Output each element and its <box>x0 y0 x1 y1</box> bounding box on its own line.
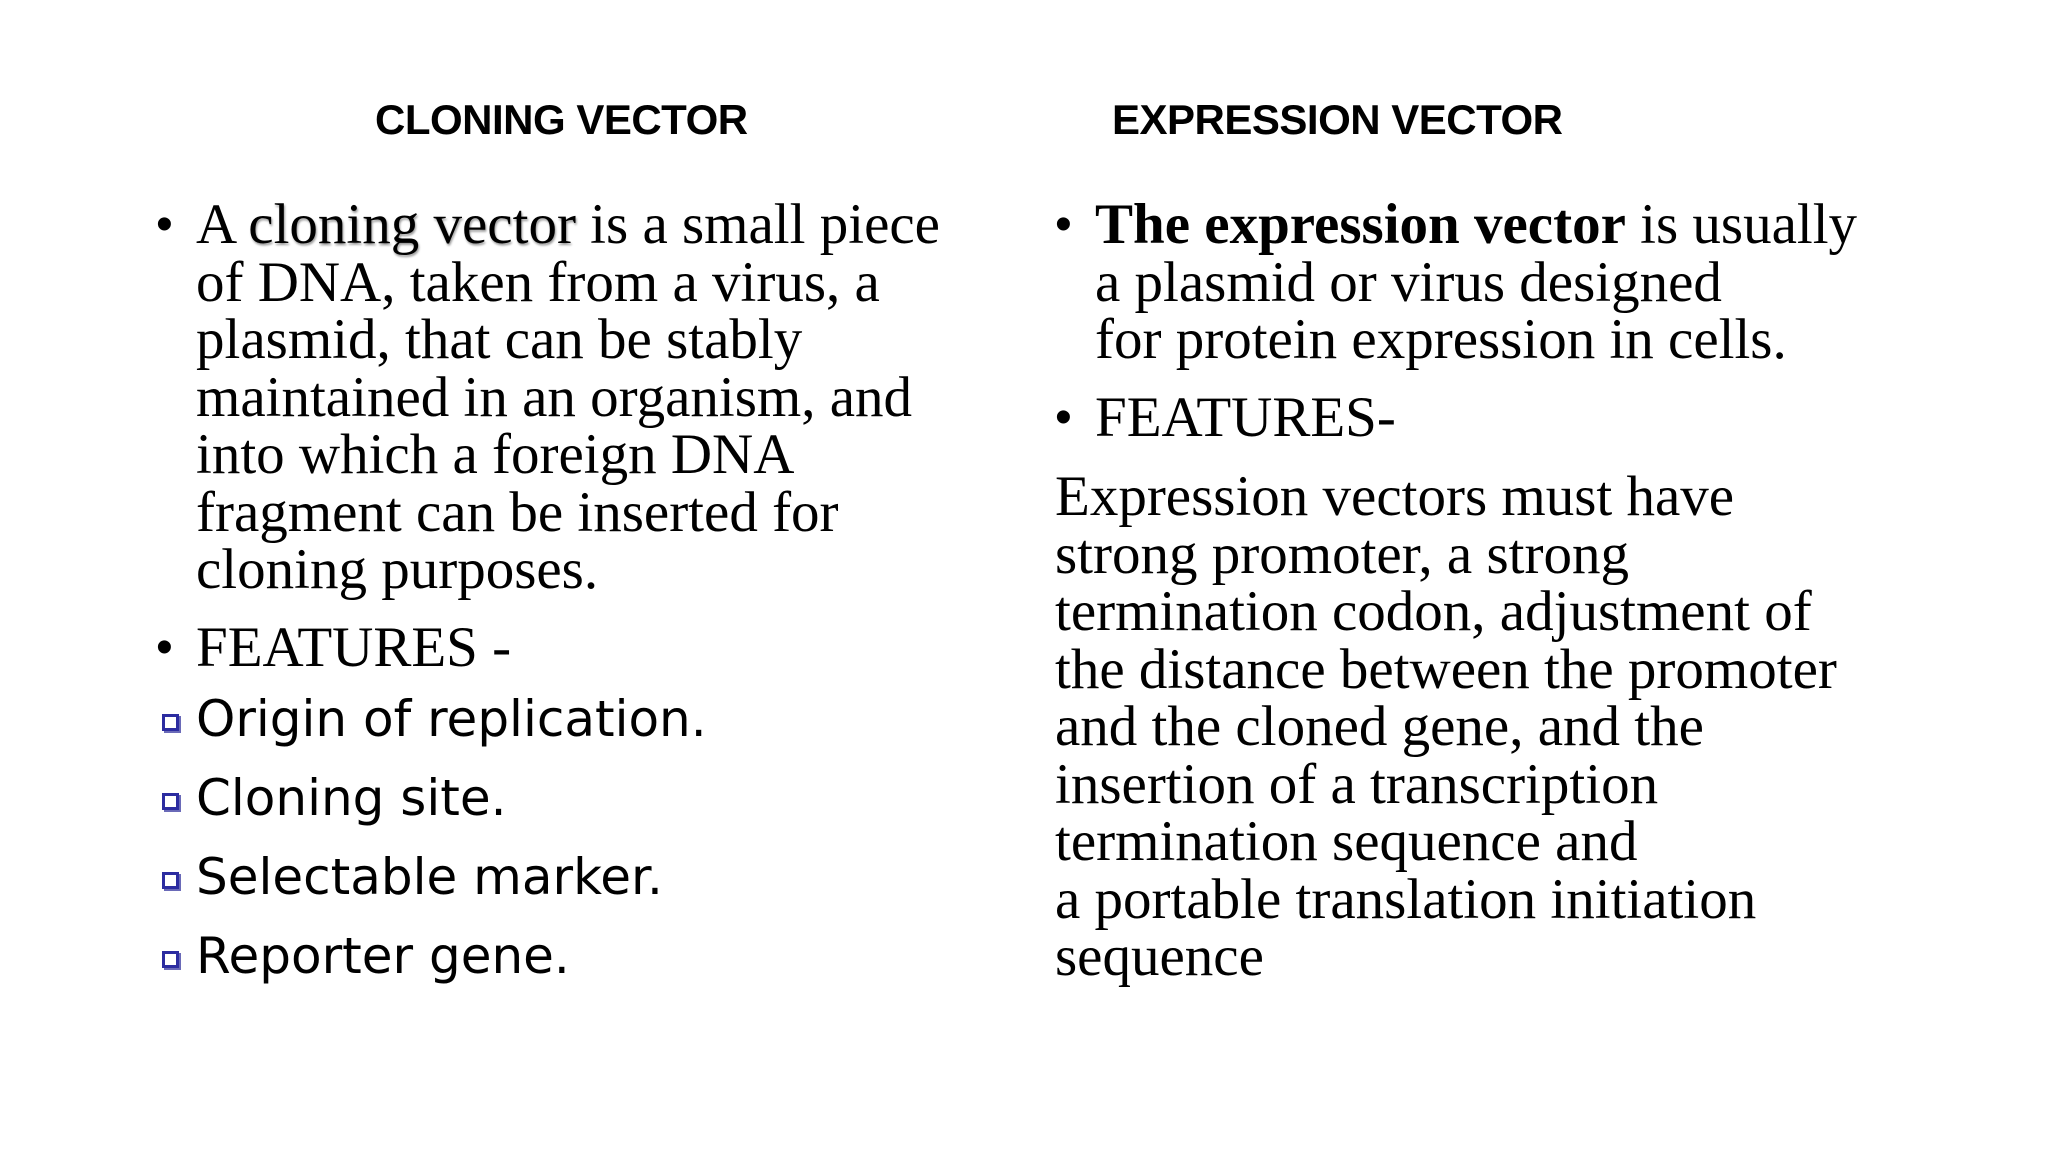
bullet-icon: • <box>1055 198 1072 251</box>
cloning-definition-bullet <box>156 193 1006 601</box>
expression-paragraph-line: the distance between the promoter <box>1055 637 1837 701</box>
expression-definition-bullet <box>1055 193 1955 371</box>
bullet-icon: • <box>156 620 173 674</box>
expression-features-label: FEATURES- <box>1095 385 1396 449</box>
expression-vector-column <box>1055 193 1955 988</box>
checkbox-square-icon <box>162 793 179 810</box>
expression-definition-line-3: for protein expression in cells. <box>1095 308 1787 371</box>
cloning-definition-line-6: fragment can be inserted for <box>196 480 839 544</box>
list-item <box>156 917 1006 996</box>
cloning-definition-line-3: plasmid, that can be stably <box>196 308 803 371</box>
expression-paragraph-line: Expression vectors must have <box>1055 465 1735 528</box>
feature-label: Cloning site. <box>196 769 507 827</box>
expression-paragraph-line: termination sequence and <box>1055 810 1638 873</box>
definition-text: is usually <box>1625 193 1858 256</box>
list-item <box>156 759 1006 838</box>
cloning-definition-line-7: cloning purposes. <box>196 538 599 601</box>
list-item <box>156 680 1006 759</box>
expression-definition-line-2: a plasmid or virus designed <box>1095 250 1722 314</box>
cloning-definition-line-1 <box>196 193 1006 256</box>
expression-paragraph-line: and the cloned gene, and the <box>1055 695 1704 758</box>
expression-features-bullet <box>1055 385 1955 449</box>
cloning-vector-term: cloning vector <box>248 193 576 256</box>
cloning-features-bullet <box>156 615 1006 679</box>
cloning-vector-column <box>156 193 1006 996</box>
cloning-definition-line-5: into which a foreign DNA <box>196 423 795 486</box>
expression-paragraph-line: termination codon, adjustment of <box>1055 580 1812 643</box>
expression-paragraph-line: sequence <box>1055 925 1264 988</box>
checkbox-square-icon <box>162 872 179 889</box>
expression-features-paragraph <box>1055 465 1955 988</box>
definition-prefix: A <box>196 193 249 256</box>
expression-paragraph-line: a portable translation initiation <box>1055 867 1757 931</box>
feature-label: Reporter gene. <box>196 927 570 985</box>
expression-paragraph-line: insertion of a transcription <box>1055 752 1659 816</box>
cloning-vector-heading: CLONING VECTOR <box>375 96 748 143</box>
cloning-features-label: FEATURES - <box>196 615 512 679</box>
cloning-definition-line-2: of DNA, taken from a virus, a <box>196 250 880 314</box>
expression-vector-heading: EXPRESSION VECTOR <box>1112 96 1563 143</box>
expression-definition-line-1 <box>1095 193 1955 256</box>
cloning-features-list <box>156 680 1006 996</box>
checkbox-square-icon <box>162 951 179 968</box>
feature-label: Selectable marker. <box>196 848 663 906</box>
expression-vector-term: The expression vector <box>1095 193 1626 256</box>
bullet-icon: • <box>1055 390 1072 444</box>
feature-label: Origin of replication. <box>196 690 707 748</box>
bullet-icon: • <box>156 198 173 251</box>
list-item <box>156 838 1006 917</box>
definition-text: is a small piece <box>575 193 940 256</box>
checkbox-square-icon <box>162 714 179 731</box>
expression-paragraph-line: strong promoter, a strong <box>1055 522 1629 586</box>
cloning-definition-line-4: maintained in an organism, and <box>196 365 913 429</box>
